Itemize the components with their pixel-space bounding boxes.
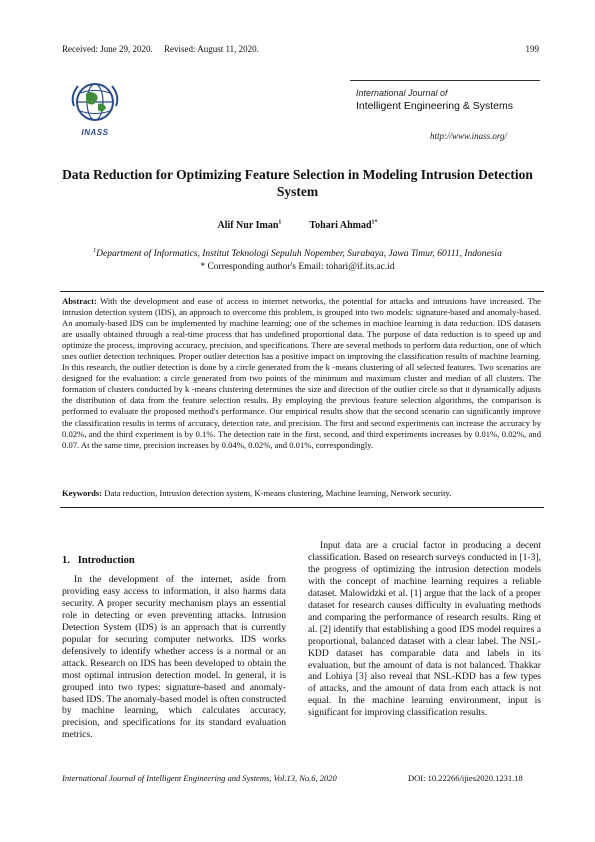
page-number: 199 <box>525 44 539 54</box>
author-name: Tohari Ahmad <box>309 220 372 231</box>
abstract <box>62 296 541 451</box>
author-name: Alif Nur Iman <box>217 220 279 231</box>
keywords-text: Data reduction, Intrusion detection system, K-means clustering, Machine learning, Network security. <box>104 488 452 498</box>
intro-paragraph-2: Input data are a crucial factor in producing a decent classification. Based on research surveys conducted in [1-3], the progress of optimizing the intrusion detection models with the concept of machine learning requires a reliable dataset. Malowidzki et al. [1] argue that the lack of a proper dataset for research causes difficulty in evaluating methods and comparing the performance of research results. Ring et al. [2] identify that establishing a good IDS model requires a proportional, balanced dataset with a clear label. The NSL-KDD dataset has comparable data and labels in its evaluation, but the amount of data is not balanced. Thakkar and Lohiya [3] also reveal that NSL-KDD has a few types of attacks, and the amount of data from each attack is not equal. In the machine learning environment, input is significant for improving classification results. <box>308 540 541 719</box>
logo-text: INASS <box>81 128 109 137</box>
keywords <box>62 488 541 499</box>
author-affiliation-mark: 1* <box>371 219 378 226</box>
journal-name-line1: International Journal of <box>356 88 448 98</box>
journal-url[interactable]: http://www.inass.org/ <box>430 131 508 141</box>
author-list <box>60 220 535 231</box>
footer-doi: DOI: 10.22266/ijies2020.1231.18 <box>408 773 523 783</box>
intro-paragraph-1: In the development of the internet, aside from providing easy access to information, it also harms data security. A proper security mechanism plays an essential role in detecting or even preventing attacks. Intrusion Detection System (IDS) is an approach that is currently popular for securing computer networks. IDS works defensively to identify whether access is a normal or an attack. Research on IDS has been developed to obtain the most optimal intrusion detection model. In general, it is grouped into two types: signature-based and anomaly-based IDS. The anomaly-based model is often constructed by machine learning, which calculates accuracy, precision, and specifications for its standard evaluation metrics. <box>62 574 286 741</box>
journal-rule <box>350 80 540 81</box>
received-dates: Received: June 29, 2020. Revised: August 11, 2020. <box>62 44 259 54</box>
abstract-text: With the development and ease of access to internet networks, the potential for attacks and intrusions have increased. The intrusion detection system (IDS), an approach to overcome this problem, is grouped into two models: signature-based and anomaly-based. An anomaly-based IDS can be implemented by machine learning; one of the schemes in machine learning is data reduction. IDS datasets are usually obtained through a real-time process that has undefined proportional data. The purpose of data reduction is to speed up and optimize the process, improving accuracy, precision, and specifications. There are several methods to perform data reduction, one of which uses outlier detection techniques. Proper outlier detection has a positive impact on improving the classification results of machine learning. In this research, the outlier detection is done by a circle generated from the k -means clustering of all selected features. Two scenarios are designed for the evaluation: a circle generated from two points of the minimum and maximum cluster and median of all clusters. The formation of clusters conducted by k -means clustering determines the size and direction of the outlier circle so that it dynamically adjusts the distribution of data from the feature selection results. By employing the previous feature selection algorithms, the comparison is performed to evaluate the proposed method's performance. Our empirical results show that the second scenario can significantly improve the classification results in terms of accuracy, detection rate, and precision. The first and second experiments can increase the accuracy by 0.02%, and the third experiment is by 0.1%. The detection rate in the first, second, and third experiments increases by 0.01%, 0.02%, and 0.07. At the same time, precision increases by 0.04%, 0.02%, and 0.01%, correspondingly. <box>62 296 541 450</box>
keywords-label: Keywords: <box>62 488 103 498</box>
globe-icon <box>66 76 124 128</box>
paper-title: Data Reduction for Optimizing Feature Selection in Modeling Intrusion Detection System <box>62 167 533 199</box>
footer-journal: International Journal of Intelligent Engineering and Systems, Vol.13, No.6, 2020 <box>62 773 337 783</box>
abstract-label: Abstract: <box>62 296 97 306</box>
corresponding-author: * Corresponding author's Email: tohari@if.its.ac.id <box>200 262 395 272</box>
affiliation-text: Department of Informatics, Institut Teknologi Sepuluh Nopember, Surabaya, Jawa Timur, 60111, Indonesia <box>96 249 502 259</box>
affiliation-mark: 1 <box>93 247 97 254</box>
author-affiliation-mark: 1 <box>278 219 282 226</box>
journal-name-line2: Intelligent Engineering & Systems <box>356 100 514 112</box>
section-heading: 1. Introduction <box>62 555 135 566</box>
affiliation <box>40 249 555 259</box>
